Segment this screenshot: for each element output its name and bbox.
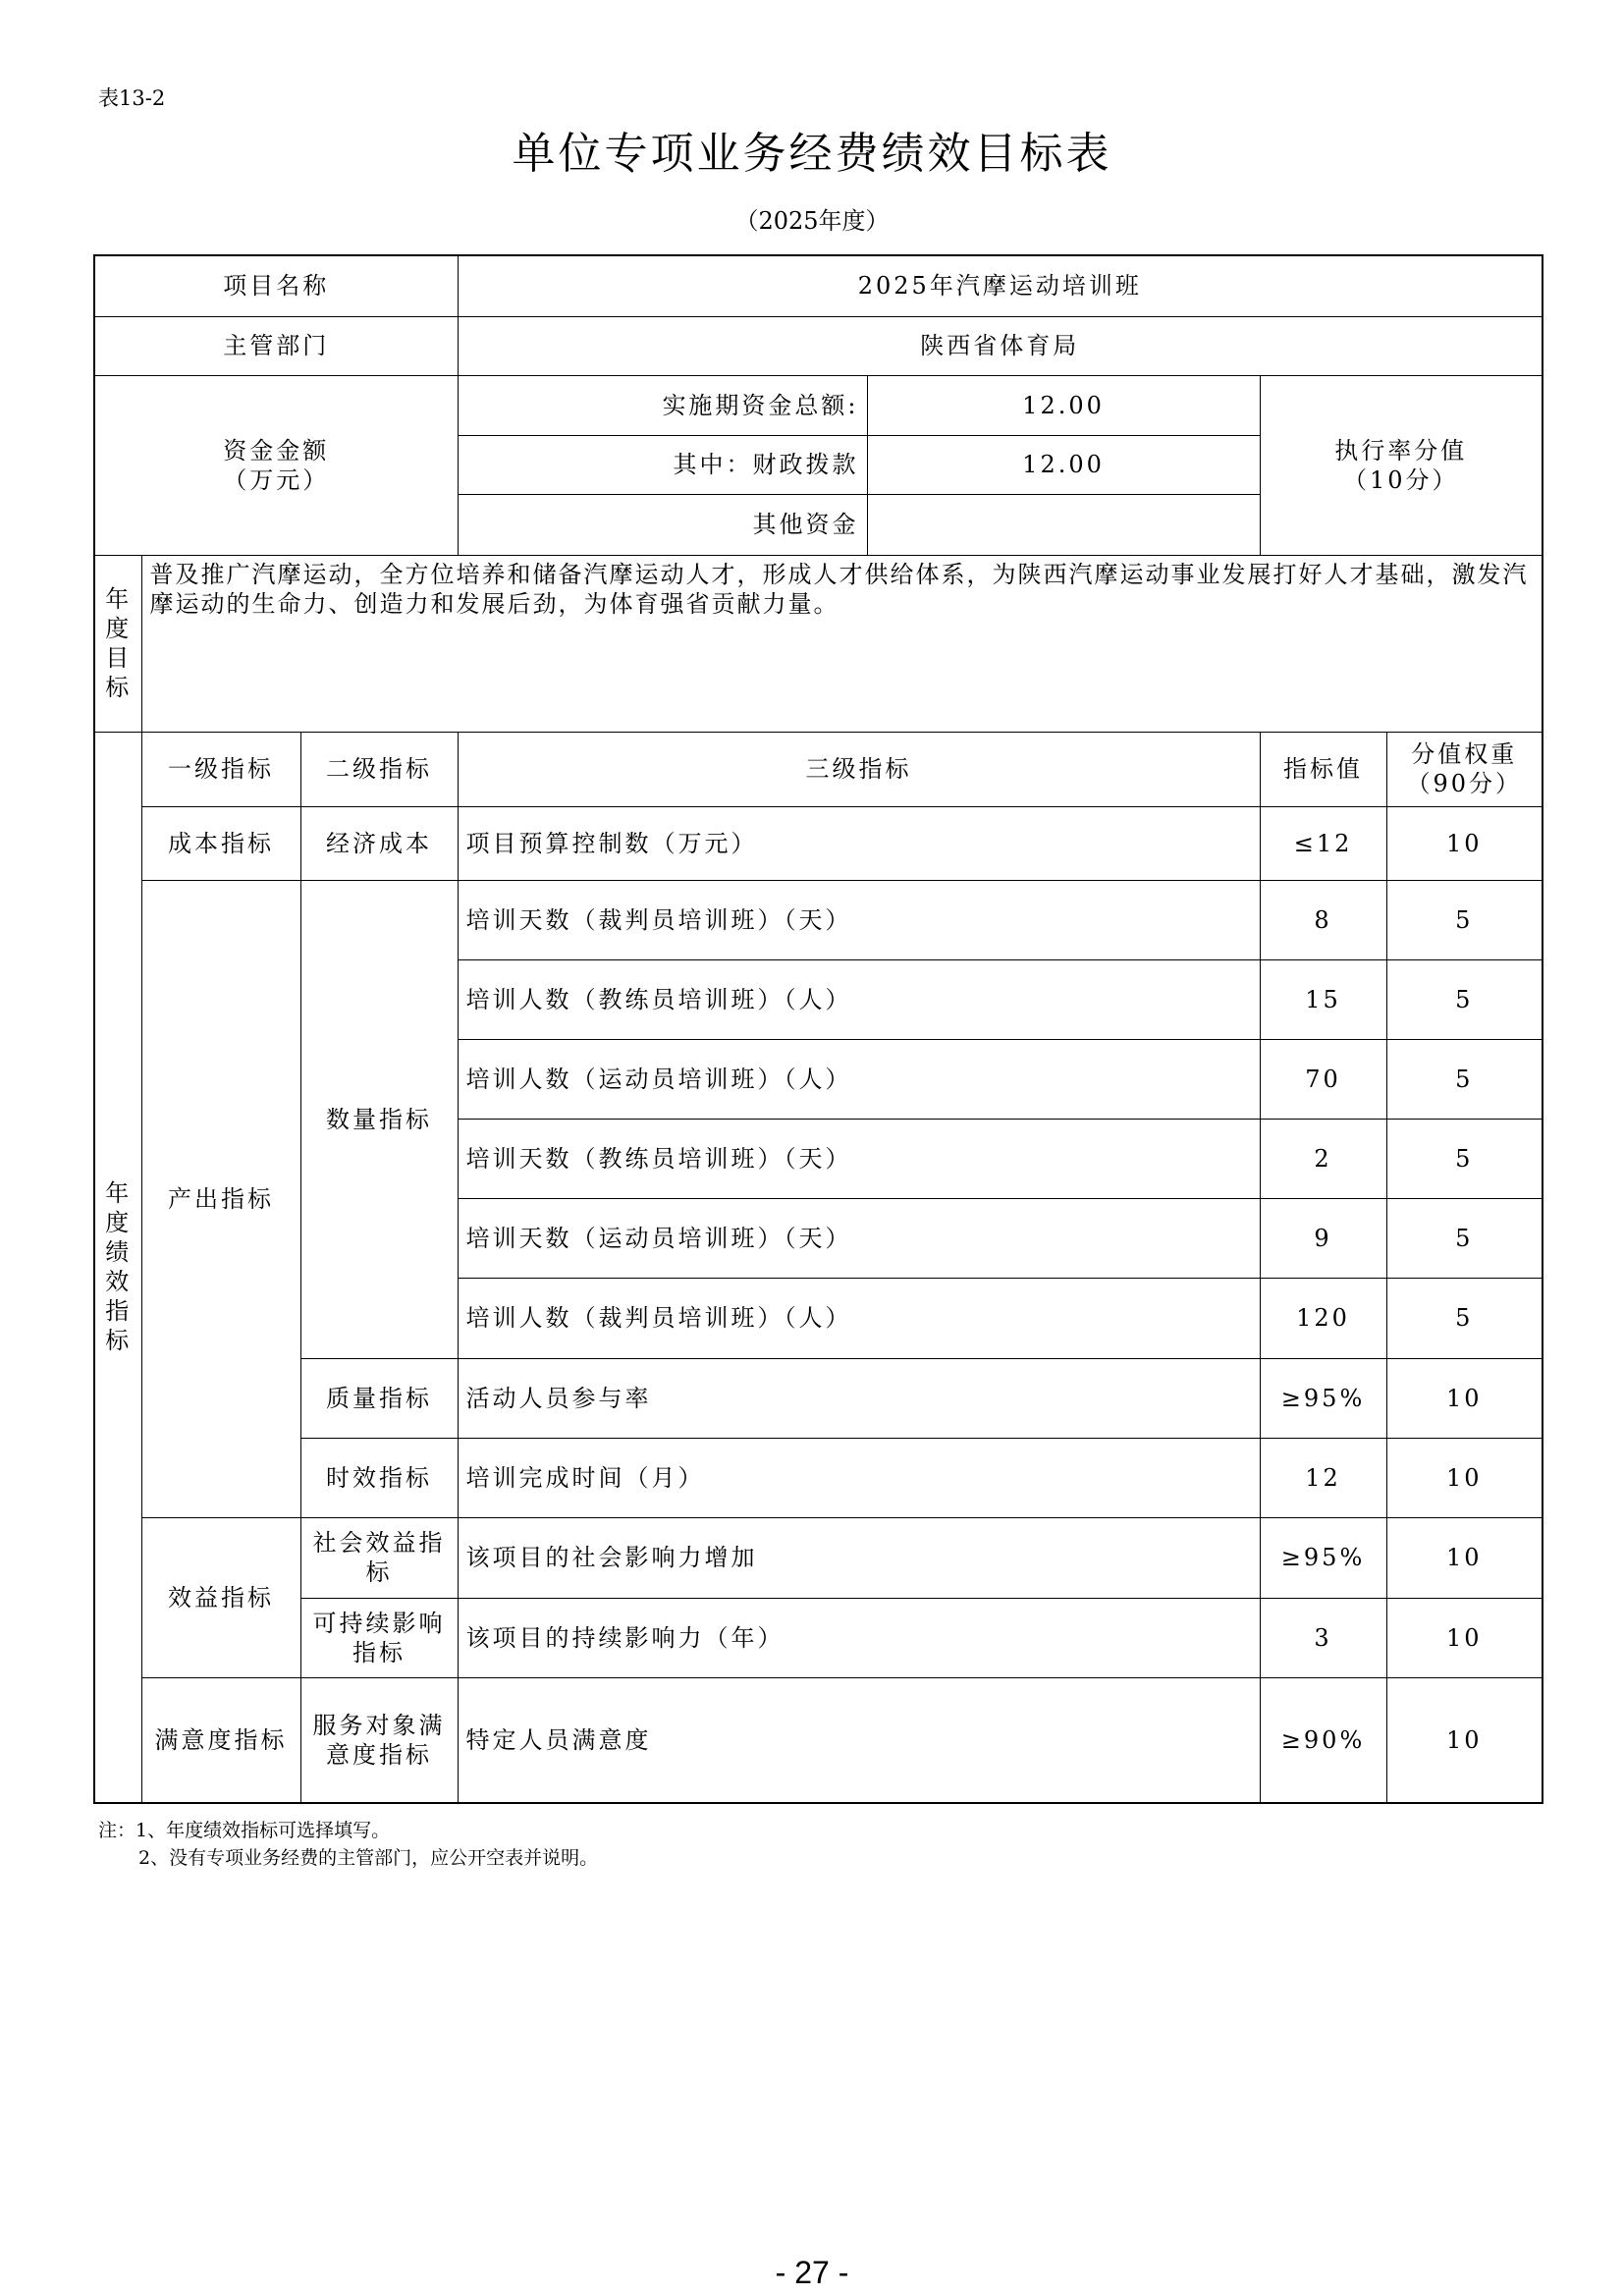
note-2: 2、没有专项业务经费的主管部门，应公开空表并说明。 [138, 1847, 599, 1869]
indicator-cell: 培训天数（运动员培训班）（天） [458, 1198, 1260, 1278]
funds-label [94, 375, 458, 555]
weight-cell: 5 [1386, 1198, 1543, 1278]
value-cell: 120 [1260, 1278, 1386, 1358]
weight-cell: 5 [1386, 1039, 1543, 1119]
project-name-label: 项目名称 [94, 255, 458, 316]
funds-total-label: 实施期资金总额: [458, 375, 867, 435]
group-output: 产出指标 [141, 880, 300, 1517]
execution-rate-line1: 执行率分值 [1334, 436, 1468, 465]
weight-cell: 10 [1386, 1358, 1543, 1438]
page-title: 单位专项业务经费绩效目标表 [512, 129, 1112, 179]
indicator-cell: 培训人数（运动员培训班）（人） [458, 1039, 1260, 1119]
table-number: 表13-2 [98, 86, 166, 110]
table-row [94, 806, 1543, 880]
header-level2: 二级指标 [300, 732, 458, 806]
funds-other-value [867, 494, 1260, 555]
indicator-cell: 培训完成时间（月） [458, 1438, 1260, 1517]
department-row [94, 316, 1543, 375]
project-name-row [94, 255, 1543, 316]
subgroup-service-satisfaction: 服务对象满意度指标 [300, 1677, 458, 1803]
subgroup-quality: 质量指标 [300, 1358, 458, 1438]
funds-fiscal-value: 12.00 [867, 435, 1260, 494]
execution-rate-cell [1260, 375, 1543, 555]
subgroup-quantity: 数量指标 [300, 880, 458, 1358]
value-cell: ≥95% [1260, 1358, 1386, 1438]
indicator-cell: 培训人数（教练员培训班）（人） [458, 959, 1260, 1039]
table-row [94, 1438, 1543, 1517]
header-weight: 分值权重 （90分） [1386, 732, 1543, 806]
project-name-value: 2025年汽摩运动培训班 [458, 255, 1543, 316]
funds-fiscal-label: 其中：财政拨款 [458, 435, 867, 494]
value-cell: 9 [1260, 1198, 1386, 1278]
value-cell: 70 [1260, 1039, 1386, 1119]
header-level1: 一级指标 [141, 732, 300, 806]
annual-goal-row [94, 555, 1543, 732]
indicator-header-row [94, 732, 1543, 806]
indicator-cell: 该项目的持续影响力（年） [458, 1598, 1260, 1677]
subgroup-timeliness: 时效指标 [300, 1438, 458, 1517]
subgroup-economic-cost: 经济成本 [300, 806, 458, 880]
department-value: 陕西省体育局 [458, 316, 1543, 375]
table-row [94, 880, 1543, 959]
execution-rate-line2: （10分） [1343, 465, 1459, 494]
weight-cell: 5 [1386, 959, 1543, 1039]
weight-cell: 10 [1386, 1517, 1543, 1598]
group-benefit: 效益指标 [141, 1517, 300, 1677]
annual-goal-label: 年度目标 [94, 555, 141, 732]
weight-cell: 5 [1386, 1278, 1543, 1358]
department-label: 主管部门 [94, 316, 458, 375]
value-cell: 3 [1260, 1598, 1386, 1677]
header-value: 指标值 [1260, 732, 1386, 806]
note-1: 注：1、年度绩效指标可选择填写。 [98, 1820, 391, 1841]
indicator-cell: 培训天数（教练员培训班）（天） [458, 1119, 1260, 1198]
performance-indicator-label: 年度绩效指标 [94, 732, 141, 1803]
table-notes [98, 1817, 598, 1872]
weight-cell: 10 [1386, 1438, 1543, 1517]
performance-target-table [93, 254, 1543, 1804]
funds-label-line2: （万元） [223, 465, 330, 494]
value-cell: ≥90% [1260, 1677, 1386, 1803]
weight-cell: 5 [1386, 1119, 1543, 1198]
group-cost: 成本指标 [141, 806, 300, 880]
weight-cell: 10 [1386, 806, 1543, 880]
value-cell: 2 [1260, 1119, 1386, 1198]
value-cell: 12 [1260, 1438, 1386, 1517]
indicator-cell: 特定人员满意度 [458, 1677, 1260, 1803]
weight-cell: 10 [1386, 1598, 1543, 1677]
funds-total-row [94, 375, 1543, 435]
indicator-cell: 项目预算控制数（万元） [458, 806, 1260, 880]
value-cell: ≥95% [1260, 1517, 1386, 1598]
indicator-cell: 活动人员参与率 [458, 1358, 1260, 1438]
group-satisfaction: 满意度指标 [141, 1677, 300, 1803]
table-row [94, 1598, 1543, 1677]
annual-goal-text: 普及推广汽摩运动，全方位培养和储备汽摩运动人才，形成人才供给体系，为陕西汽摩运动事业发展打好人才基础，激发汽摩运动的生命力、创造力和发展后劲，为体育强省贡献力量。 [141, 555, 1543, 732]
value-cell: ≤12 [1260, 806, 1386, 880]
page-number: - 27 - [775, 2255, 849, 2290]
weight-cell: 5 [1386, 880, 1543, 959]
header-level3: 三级指标 [458, 732, 1260, 806]
funds-total-value: 12.00 [867, 375, 1260, 435]
weight-cell: 10 [1386, 1677, 1543, 1803]
table-row [94, 1517, 1543, 1598]
indicator-cell: 该项目的社会影响力增加 [458, 1517, 1260, 1598]
fiscal-year: （2025年度） [734, 207, 890, 235]
value-cell: 15 [1260, 959, 1386, 1039]
subgroup-social: 社会效益指标 [300, 1517, 458, 1598]
subgroup-sustainable: 可持续影响指标 [300, 1598, 458, 1677]
funds-other-label: 其他资金 [458, 494, 867, 555]
indicator-cell: 培训天数（裁判员培训班）（天） [458, 880, 1260, 959]
table-row [94, 1358, 1543, 1438]
funds-label-line1: 资金金额 [223, 436, 330, 465]
indicator-cell: 培训人数（裁判员培训班）（人） [458, 1278, 1260, 1358]
value-cell: 8 [1260, 880, 1386, 959]
table-row [94, 1677, 1543, 1803]
